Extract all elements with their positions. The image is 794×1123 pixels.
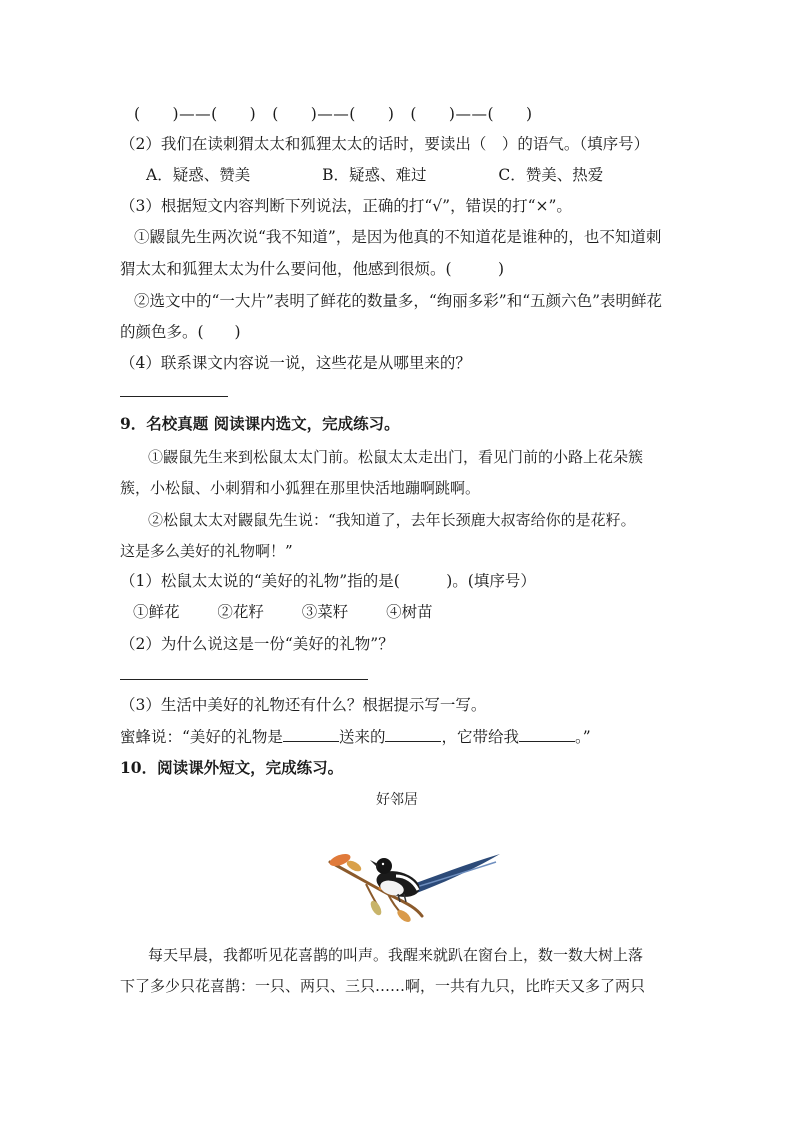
q8-sub3: （3）根据短文内容判断下列说法，正确的打“√”，错误的打“×”。 — [120, 197, 572, 215]
q9-para1-line2: 簇，小松鼠、小刺猬和小狐狸在那里快活地蹦啊跳啊。 — [120, 479, 481, 497]
option-2[interactable]: ②花籽 — [217, 603, 264, 621]
story-para-line2: 下了多少只花喜鹊：一只、两只、三只……啊，一共有九只，比昨天又多了两只 — [120, 977, 646, 995]
q8-item1-line2: 猬太太和狐狸太太为什么要问他，他感到很烦。( ) — [120, 260, 505, 278]
q9-fill-sentence — [0, 727, 794, 747]
q10-heading: 10．阅读课外短文，完成练习。 — [120, 758, 344, 777]
fill-blank-3[interactable] — [519, 727, 575, 742]
fill-blank-1[interactable] — [283, 727, 339, 742]
answer-brackets-line: ( )——( ) ( )——( ) ( )——( ) — [134, 105, 533, 123]
option-3[interactable]: ③菜籽 — [301, 603, 349, 621]
q9-sub2: （2）为什么说这是一份“美好的礼物”？ — [120, 635, 394, 653]
q8-sub2: （2）我们在读刺猬太太和狐狸太太的话时，要读出（ ）的语气。（填序号） — [120, 135, 650, 153]
q9-sub1: （1）松鼠太太说的“美好的礼物”指的是( )。(填序号） — [120, 572, 536, 590]
fill-mid2: ，它带给我 — [441, 728, 519, 746]
option-1[interactable]: ①鲜花 — [133, 603, 180, 621]
q8-sub2-options — [0, 165, 794, 185]
answer-line-q9-sub2[interactable] — [120, 679, 368, 680]
fill-blank-2[interactable] — [385, 727, 441, 742]
fill-prefix: 蜜蜂说：“美好的礼物是 — [120, 728, 283, 746]
story-title: 好邻居 — [376, 792, 418, 808]
q8-item2-line1: ②选文中的“一大片”表明了鲜花的数量多，“绚丽多彩”和“五颜六色”表明鲜花 — [134, 292, 663, 310]
q9-heading: 9．名校真题 阅读课内选文，完成练习。 — [120, 414, 400, 433]
q8-item2-line2: 的颜色多。( ) — [120, 323, 241, 341]
q9-para2-line1: ②松鼠太太对鼹鼠先生说：“我知道了，去年长颈鹿大叔寄给你的是花籽。 — [148, 511, 636, 529]
q9-para2-line2: 这是多么美好的礼物啊！” — [120, 542, 293, 560]
q8-item1-line1: ①鼹鼠先生两次说“我不知道”，是因为他真的不知道花是谁种的，也不知道刺 — [134, 228, 662, 246]
story-para-line1: 每天早晨，我都听见花喜鹊的叫声。我醒来就趴在窗台上，数一数大树上落 — [148, 946, 644, 964]
q8-sub4: （4）联系课文内容说一说，这些花是从哪里来的？ — [120, 354, 471, 372]
fill-end: 。” — [574, 728, 591, 746]
q9-sub1-options — [0, 602, 794, 622]
magpie-illustration — [326, 846, 502, 922]
option-a[interactable]: A．疑惑、赞美 — [146, 166, 251, 184]
option-4[interactable]: ④树苗 — [386, 603, 433, 621]
fill-mid1: 送来的 — [338, 728, 386, 746]
option-b[interactable]: B．疑惑、难过 — [322, 166, 427, 184]
option-c[interactable]: C．赞美、热爱 — [498, 166, 604, 184]
q9-para1-line1: ①鼹鼠先生来到松鼠太太门前。松鼠太太走出门，看见门前的小路上花朵簇 — [148, 448, 644, 466]
q9-sub3: （3）生活中美好的礼物还有什么？根据提示写一写。 — [120, 696, 487, 714]
answer-line-q8[interactable] — [120, 396, 228, 397]
